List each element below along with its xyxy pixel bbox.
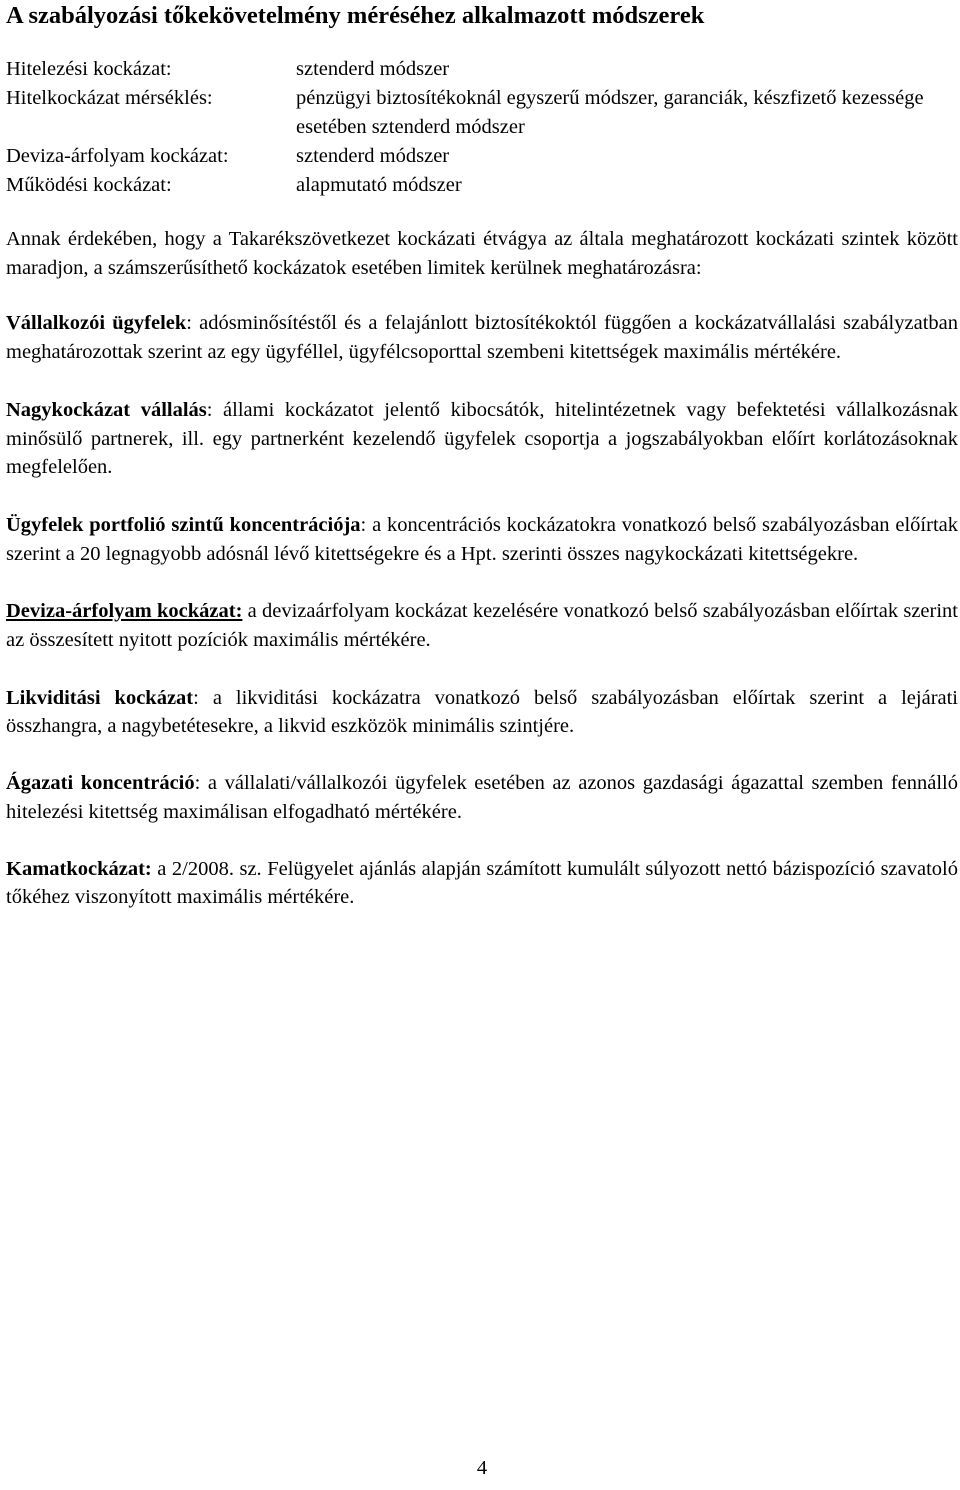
- limit-text: : a koncentrációs kockázatokra vonatkozó belső szabályozásban előírtak szerint a 20 legnagyobb adósnál lévő kitettségekre és a Hpt. szerinti összes nagykockázati kitettségekre.: [6, 513, 958, 565]
- limit-paragraph-sector-concentration: [6, 769, 958, 826]
- document-page: [6, 0, 958, 1490]
- methods-table: [6, 55, 958, 200]
- limit-term: Nagykockázat vállalás: [6, 398, 207, 421]
- method-label: Hitelezési kockázat:: [6, 58, 172, 80]
- limit-paragraph-liquidity-risk: [6, 684, 958, 741]
- limit-text: a 2/2008. sz. Felügyelet ajánlás alapján számított kumulált súlyozott nettó bázispozíció szavatoló tőkéhez viszonyított maximális mértékére.: [6, 857, 958, 909]
- limit-term: Kamatkockázat:: [6, 857, 152, 880]
- limit-paragraph-fx-risk: [6, 597, 958, 654]
- limit-paragraph-portfolio-concentration: [6, 511, 958, 568]
- limit-term: Likviditási kockázat: [6, 686, 194, 709]
- limit-term: Vállalkozói ügyfelek: [6, 312, 187, 335]
- page-number: 4: [476, 1457, 488, 1479]
- method-row: [6, 55, 958, 84]
- method-value: alapmutató módszer: [296, 174, 462, 196]
- limit-term: Ügyfelek portfolió szintű koncentrációja: [6, 513, 361, 536]
- method-label: Deviza-árfolyam kockázat:: [6, 145, 229, 167]
- limit-text: : a vállalati/vállalkozói ügyfelek esetében az azonos gazdasági ágazattal szemben fennálló hitelezési kitettség maximálisan elfogadható mértékére.: [6, 772, 959, 823]
- method-value: pénzügyi biztosítékoknál egyszerű módszer, garanciák, készfizető kezessége esetében sztenderd módszer: [296, 87, 924, 138]
- method-value: sztenderd módszer: [296, 145, 450, 167]
- method-row: [6, 84, 958, 142]
- limit-paragraph-corporate-clients: [6, 309, 958, 366]
- limit-term: Deviza-árfolyam kockázat:: [6, 600, 243, 623]
- method-value: sztenderd módszer: [296, 58, 450, 80]
- method-row: [6, 142, 958, 171]
- limit-text: : a likviditási kockázatra vonatkozó belső szabályozásban előírtak szerint a lejárati összhangra, a nagybetétesekre, a likvid eszközök minimális szintjére.: [6, 686, 959, 738]
- method-label: Működési kockázat:: [6, 174, 172, 196]
- section-title: A szabályozási tőkekövetelmény méréséhez alkalmazott módszerek: [6, 2, 705, 29]
- limit-text: a devizaárfolyam kockázat kezelésére vonatkozó belső szabályozásban előírtak szerint az összesített nyitott pozíciók maximális mértékére.: [6, 600, 958, 652]
- limit-term: Ágazati koncentráció: [6, 772, 195, 795]
- limit-text: : állami kockázatot jelentő kibocsátók, hitelintézetnek vagy befektetési vállalkozásnak minősülő partnerek, ill. egy partnerként kezelendő ügyfelek csoportja a jogszabályokban előírt korlátozásoknak megfelelően.: [6, 398, 958, 479]
- intro-paragraph: Annak érdekében, hogy a Takarékszövetkezet kockázati étvágya az általa meghatározott kockázati szintek között maradjon, a számszerűsíthető kockázatok esetében limitek kerülnek meghatározásra:: [6, 228, 958, 279]
- limit-paragraph-large-exposure: [6, 396, 958, 482]
- limit-paragraph-interest-rate-risk: [6, 855, 958, 912]
- limit-text: : adósminősítéstől és a felajánlott biztosítékoktól függően a kockázatvállalási szabályzatban meghatározottak szerint az egy ügyféllel, ügyfélcsoporttal szembeni kitettségek maximális mértékére.: [6, 312, 958, 364]
- method-row: [6, 171, 958, 200]
- method-label: Hitelkockázat mérséklés:: [6, 87, 213, 109]
